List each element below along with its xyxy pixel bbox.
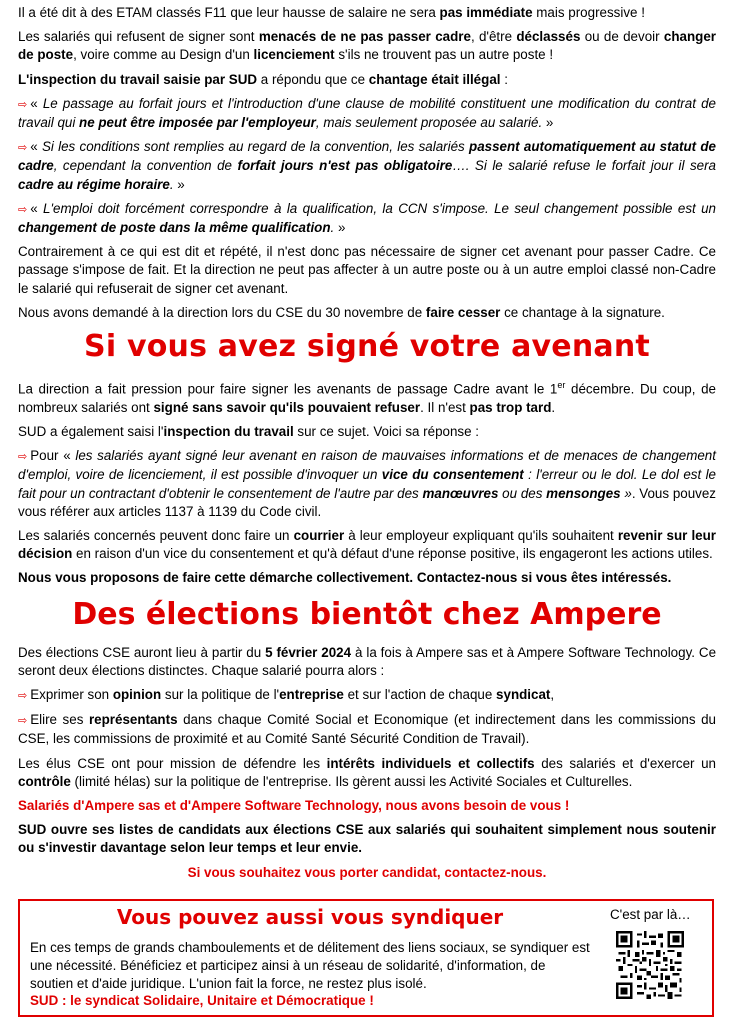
box-signature: SUD : le syndicat Solidaire, Unitaire et Démocratique ! <box>30 993 374 1008</box>
elections-paragraph-2: Les élus CSE ont pour mission de défendre les intérêts individuels et collectifs des salariés et d'exercer un contrôle (limité hélas) sur la politique de l'entreprise. Ils gèrent aussi les Activité Sociales et Culturelles. <box>18 755 716 789</box>
elections-callout-bold: SUD ouvre ses listes de candidats aux élections CSE aux salariés qui souhaitent simplement nous soutenir ou s'investir davantage selon leur temps et leur envie. <box>18 822 716 856</box>
qr-label: C'est par là… <box>610 907 691 922</box>
elections-callout-red: Salariés d'Ampere sas et d'Ampere Software Technology, nous avons besoin de vous ! <box>18 797 570 813</box>
avenant-paragraph-1: La direction a fait pression pour faire signer les avenants de passage Cadre avant le 1er décembre. Du coup, de nombreux salariés ont signé sans savoir qu'ils pouvaient refuser. Il n'est pas trop tard. <box>18 380 716 415</box>
arrow-right-outline-icon: ⇨ <box>18 142 28 155</box>
inspection-quote-2: ⇨ « Si les conditions sont remplies au regard de la convention, les salariés passent automatiquement au statut de cadre, cependant la convention de forfait jours n'est pas obligatoire…. Si le salarié refuse le forfait jour il sera cadre au régime horaire. » <box>18 139 717 192</box>
arrow-right-outline-icon: ⇨ <box>18 98 28 111</box>
inspection-quote-1: ⇨ « Le passage au forfait jours et l'introduction d'une clause de mobilité constituent une modification du contrat de travail qui ne peut être imposée par l'employeur, mais seulement proposée au salarié. » <box>18 95 716 131</box>
avenant-quote: ⇨ Pour « les salariés ayant signé leur avenant en raison de mauvaises informations et de menaces de changement d'emploi, voire de licenciement, il est possible d'invoquer un vice du consentement : l'erreur ou le dol. Le dol est le fait pour un contractant d'obtenir le consentement de l'autre par des manœuvres ou des mensonges ». Vous pouvez vous référer aux articles 1137 à 1139 du Code civil. <box>18 448 717 519</box>
box-body: En ces temps de grands chamboulements et de délitement des liens sociaux, se syndiquer est une nécessité. Bénéficiez et participez ainsi à un réseau de solidarité, d'information, de soutien et d'aide juridique. L'union fait la force, ne restez plus isolé. <box>30 940 590 991</box>
intro-paragraph-2: Les salariés qui refusent de signer sont menacés de ne pas passer cadre, d'être déclassés ou de devoir changer de poste, voire comme au Design d'un licenciement s'ils ne trouvent pas un autre poste ! <box>18 29 716 63</box>
arrow-right-outline-icon: ⇨ <box>18 689 28 702</box>
arrow-right-outline-icon: ⇨ <box>18 451 28 464</box>
elections-paragraph-1: Des élections CSE auront lieu à partir du 5 février 2024 à la fois à Ampere sas et à Ampere Software Technology. Ce seront deux élections distinctes. Chaque salarié pourra alors : <box>18 644 717 678</box>
arrow-right-outline-icon: ⇨ <box>18 203 28 216</box>
avenant-paragraph-2: SUD a également saisi l'inspection du travail sur ce sujet. Voici sa réponse : <box>18 423 480 439</box>
intro-paragraph-3: L'inspection du travail saisie par SUD a répondu que ce chantage était illégal : <box>18 71 508 87</box>
heading-elections: Des élections bientôt chez Ampere <box>72 596 662 632</box>
syndicate-box <box>18 899 714 1017</box>
avenant-paragraph-3: Les salariés concernés peuvent donc faire un courrier à leur employeur expliquant qu'ils souhaitent revenir sur leur décision en raison d'un vice du consentement et qu'à défaut d'une réponse positive, ils engageront les actions utiles. <box>18 527 717 562</box>
heading-avenant: Si vous avez signé votre avenant <box>84 329 650 365</box>
box-title: Vous pouvez aussi vous syndiquer <box>116 905 504 929</box>
elections-bullet-2: ⇨ Elire ses représentants dans chaque Comité Social et Economique (et indirectement dans les commissions du CSE, les commissions de proximité et au Comité Santé Sécurité Condition de Travail). <box>18 712 717 747</box>
qr-code-icon[interactable] <box>616 931 684 999</box>
elections-contact: Si vous souhaitez vous porter candidat, contactez-nous. <box>187 864 547 880</box>
intro-paragraph-1: Il a été dit à des ETAM classés F11 que leur hausse de salaire ne sera pas immédiate mais progressive ! <box>18 5 645 20</box>
intro-paragraph-5: Nous avons demandé à la direction lors du CSE du 30 novembre de faire cesser ce chantage à la signature. <box>18 304 665 320</box>
inspection-quote-3: ⇨ « L'emploi doit forcément correspondre à la qualification, la CCN s'impose. Le seul changement possible est un changement de poste dans la même qualification. » <box>18 200 716 236</box>
arrow-right-outline-icon: ⇨ <box>18 715 28 728</box>
intro-paragraph-4: Contrairement à ce qui est dit et répété, il n'est donc pas nécessaire de signer cet avenant pour passer Cadre. Ce passage s'impose de fait. Et la direction ne peut pas affecter à un autre poste ou à un autre emploi classé non-Cadre le salarié qui refuserait de signer cet avenant. <box>18 244 716 296</box>
avenant-paragraph-4: Nous vous proposons de faire cette démarche collectivement. Contactez-nous si vous êtes intéressés. <box>18 570 672 586</box>
document-page <box>18 4 716 888</box>
elections-bullet-1: ⇨ Exprimer son opinion sur la politique de l'entreprise et sur l'action de chaque syndicat, <box>18 686 555 702</box>
